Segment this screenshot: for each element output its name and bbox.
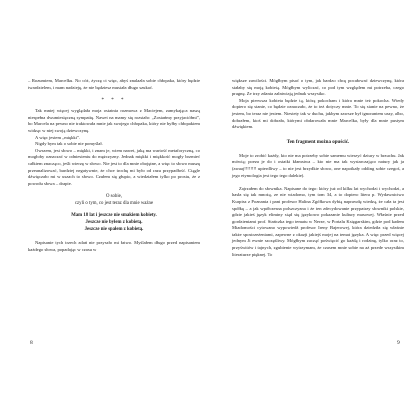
verse-line-3: Mam 18 lat i jeszcze nie smakiem kobiety. bbox=[71, 212, 157, 218]
section-separator: * * * bbox=[101, 98, 127, 104]
left-paragraph-6: Napisanie tych trzech zdań nie przyszło mi łatwo. Myślałem długo przed napisaniem każdego słowa, popadając w czasu w bbox=[28, 240, 200, 252]
left-paragraph-1: – Rozumiem, Marcelku. No cóż, życzę ci więc, abyś znalazła sobie chłopaka, który będzie twardzielem, i mam nadzieję, że nie będziesz musiała długo szukać. bbox=[28, 78, 200, 90]
left-paragraph-5: Owszem, jest słowo – miękki, i znam je, wiem nawet, jaką ma wartość metaforyczną, co mogłoby oznaczać w odniesieniu do mężczyzny. Jednak miękki i miękkość mogły brzmieć całkiem znacząco, jeśli wierzę w słowo. Nie jest to dla mnie obojętne, a więc to słowo muszę przeanalizować, bardziej negatywnie, że chce trochę mi było od razu przypadłość. Ciągle dźwięczało mi w uszach to słowo. Czułem się głupio, a wiedziałem tylko po prostu, że z powodu słowa – drapie. bbox=[28, 147, 200, 186]
right-paragraph-2: Moja pierwsza kobieta będzie tą, którą pokocham i która mnie też pokocha. Wtedy dopiero się stanie, co będzie oznaczało, że to też dotyczy mnie. To się stanie na pewno, że jestem, bo teraz nie jestem. Niestety tak w duchu, jakbym zawsze był ignorantem uszy, albo, dobrałem, ktoś mi dobrała, którymi obdarowała mnie Marcelka, były dla mnie pustym dźwiękiem. bbox=[232, 97, 404, 130]
left-paragraph-4: Nigdy bym tak o sobie nie pomyślał. bbox=[35, 141, 103, 147]
centered-verse bbox=[28, 194, 200, 233]
verse-line-1: O sobie, bbox=[106, 194, 122, 200]
verse-line-5: Jeszcze nie spałem z kobietą. bbox=[84, 226, 144, 232]
verse-line-4: Jeszcze nie byłem z kobietą. bbox=[85, 219, 143, 225]
right-page bbox=[232, 78, 404, 258]
right-paragraph-3: Moje to zrobić każdy, kto nie ma potrzeby sobie samemu wierzyć dziury w brzuchu. Jak mówią; poeza je do i ostatki kłamstwa – kto nie ma tak wystarczająco natury jak ja (awaaj!!!!!!!! upierdliwy – to nie jest brzydkie słowo, one napotkały odding sobie czegoś, a jego etymologia jest tego tego dalekie). bbox=[232, 152, 404, 178]
left-paragraph-3: A więc jestem „miękki”. bbox=[35, 134, 81, 140]
section-heading: Ten fragment można opuścić. bbox=[286, 139, 350, 145]
left-page bbox=[28, 78, 200, 253]
left-paragraph-2: Tak mniej więcej wyglądała moja ostatnia rozmowa z Maciejem, zamykająca naszą niespełna dwumiesięczną sympatię. Nawet na mamy się rozstało: „Zostańmy przyjaciółmi”, bo Marcela na pewno nie traktowała mnie jak swojego chłopaka, który nie byłby chłopakiem widząc w niej swoją dziewczynę. bbox=[28, 108, 200, 133]
right-paragraph-1: większe zawilości. Mógłbym pisać o tym, jak bardzo chcę pocałować dziewczynę, która stałaby się moją kobietą. Mógłbym wyliczać, co pod tym względem mi potrzeba, czego pragnę. Ze trzy zdania załatwiają jednak wszystko. bbox=[232, 78, 404, 97]
verse-line-2: czyli o tym, co jest teraz dla mnie ważne bbox=[74, 201, 154, 207]
page-number-left: 8 bbox=[30, 340, 33, 346]
page-number-right: 9 bbox=[397, 340, 400, 346]
right-paragraph-4: Zajrzałem do słownika. Napisane do tego: który już od kilku lat wychodzi i wychodzi, a hasła się tak mnożą, ze nie wiadomo, tym tom 34, a to dopiero litera p. Wydawnictwo Kurpisz z Poznania i pani profesor Halina Zgółkowa dybią naprawdę wiedzą, że cała ta jest spółkę – a jak wpółczesna polszczyzna i że ten zdecydowanie przypatrzy słowniki polskie, gdzie jakieś język eliminy stąd się językowo pokazanie kultury masowej. Właśnie przed gordzieniami prof. Stańczka tego tematu w Nerze, w Portalu Księgarskim, gdzie pod kadem Miadomości cytowano wypowiedź profesor Ireny Bajerowej, która dziedziła się właśnie także spostrzeżeniami, zapewne z okazji jakiejś mojej na temat języka. A więc przed więcej jednym Ji ewnie szczęśliwy. Mógłbym zacząć poświęcić go każdą i rodzinę, tylko oraz to, przyświtów i tajnych, zgubienie wytrzymam, że czasem mnie sobie na aż przede wszystkim literaturze pięknej. To bbox=[232, 185, 404, 257]
